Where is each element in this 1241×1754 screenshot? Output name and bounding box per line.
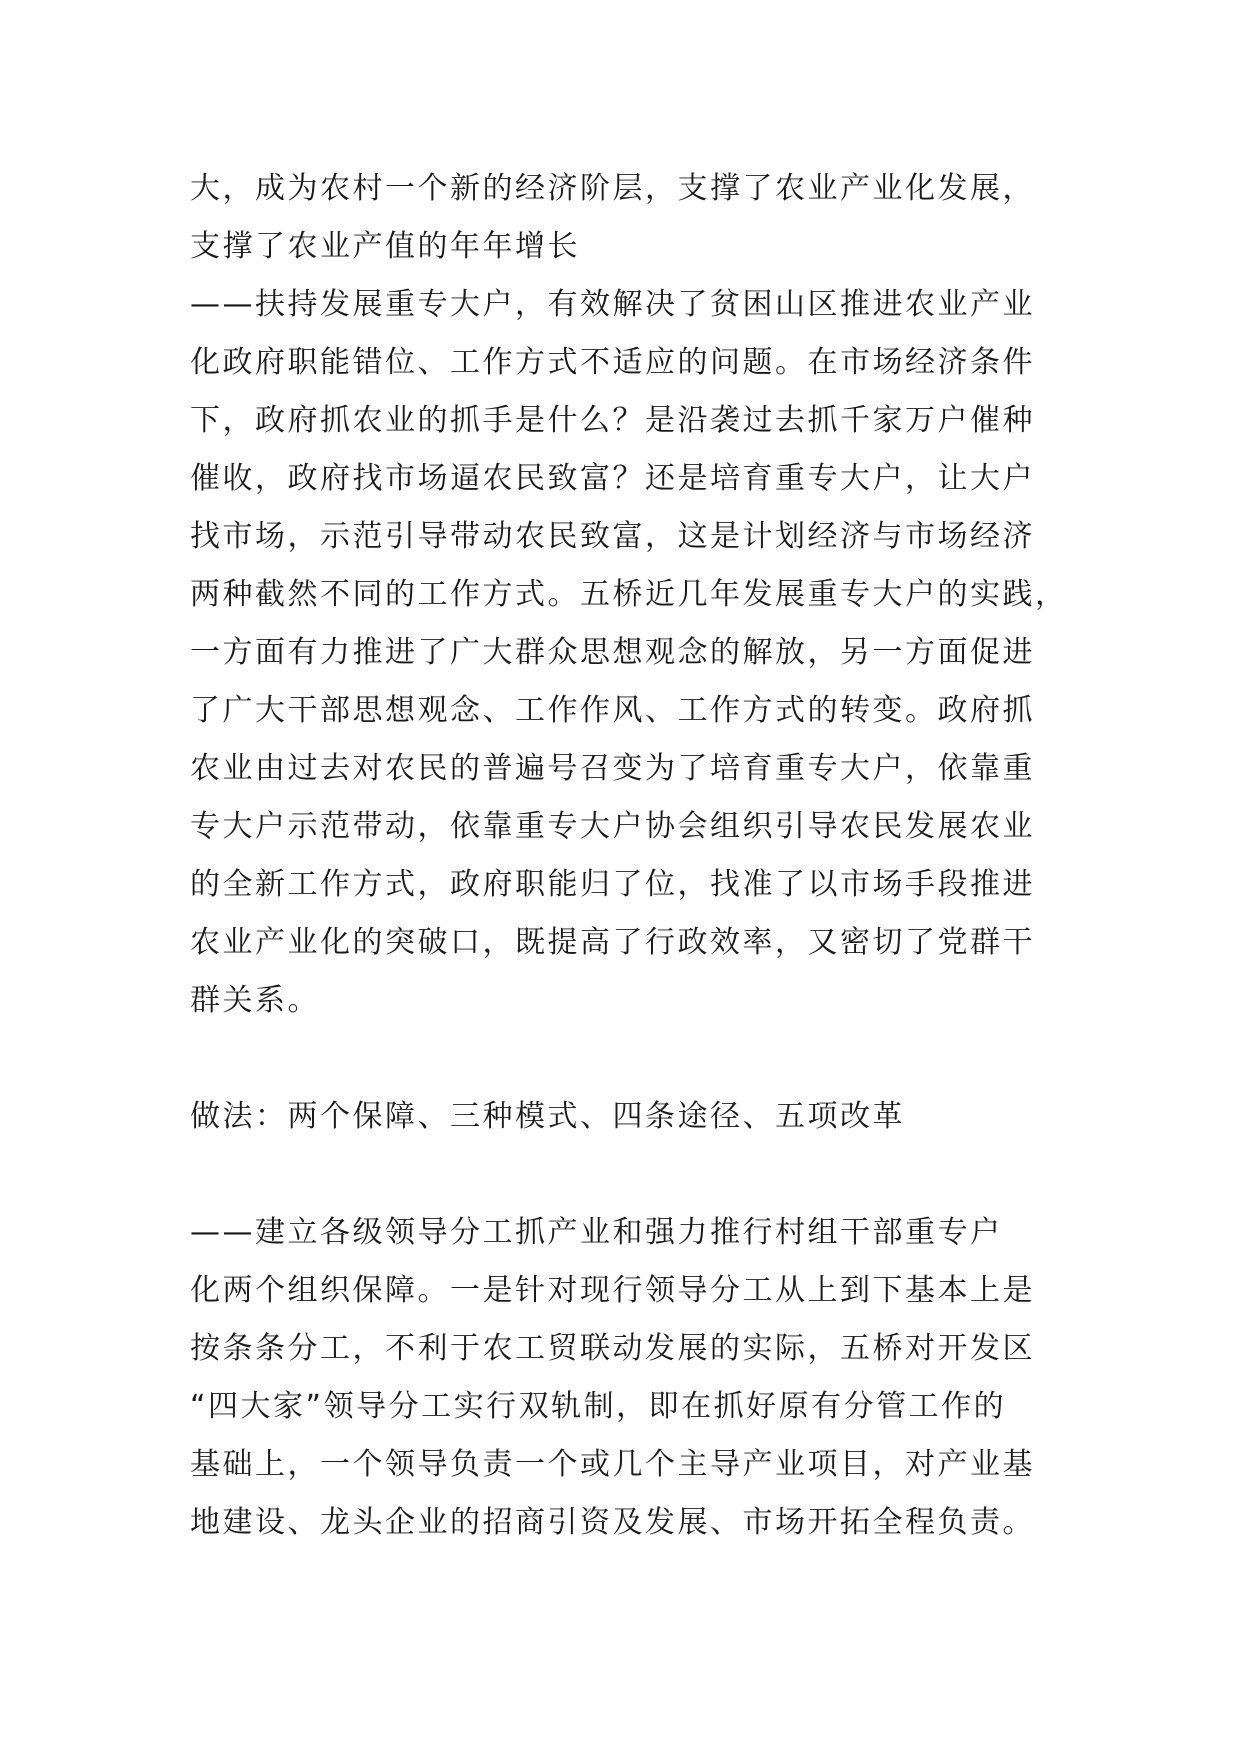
text-line-21: 基础上，一个领导负责一个或几个主导产业项目，对产业基 [190, 1447, 1035, 1482]
text-line-4: 化政府职能错位、工作方式不适应的问题。在市场经济条件 [190, 345, 1035, 380]
text-line-8: 两种截然不同的工作方式。五桥近几年发展重专大户的实践， [190, 577, 1068, 612]
text-line-18: 化两个组织保障。一是针对现行领导分工从上到下基本上是 [190, 1273, 1035, 1308]
text-line-11: 农业由过去对农民的普遍号召变为了培育重专大户，依靠重 [190, 751, 1035, 786]
section-heading: 做法：两个保障、三种模式、四条途径、五项改革 [190, 1099, 905, 1134]
text-line-7: 找市场，示范引导带动农民致富，这是计划经济与市场经济 [190, 519, 1035, 554]
text-line-9: 一方面有力推进了广大群众思想观念的解放，另一方面促进 [190, 635, 1035, 670]
text-line-15: 群关系。 [190, 983, 320, 1018]
text-line-5: 下，政府抓农业的抓手是什么？是沿袭过去抓千家万户催种 [190, 403, 1035, 438]
text-line-20: “四大家”领导分工实行双轨制，即在抓好原有分管工作的 [190, 1389, 1007, 1424]
text-line-17: ——建立各级领导分工抓产业和强力推行村组干部重专户 [190, 1215, 1003, 1250]
text-line-19: 按条条分工，不利于农工贸联动发展的实际，五桥对开发区 [190, 1331, 1035, 1366]
text-line-1: 大，成为农村一个新的经济阶层，支撑了农业产业化发展， [190, 171, 1035, 206]
text-line-2: 支撑了农业产值的年年增长 [190, 229, 580, 264]
text-line-14: 农业产业化的突破口，既提高了行政效率，又密切了党群干 [190, 925, 1035, 960]
text-line-10: 了广大干部思想观念、工作作风、工作方式的转变。政府抓 [190, 693, 1035, 728]
text-line-6: 催收，政府找市场逼农民致富？还是培育重专大户，让大户 [190, 461, 1035, 496]
text-line-3: ——扶持发展重专大户，有效解决了贫困山区推进农业产业 [190, 287, 1035, 322]
text-line-13: 的全新工作方式，政府职能归了位，找准了以市场手段推进 [190, 867, 1035, 902]
text-line-12: 专大户示范带动，依靠重专大户协会组织引导农民发展农业 [190, 809, 1035, 844]
text-line-22: 地建设、龙头企业的招商引资及发展、市场开拓全程负责。 [190, 1505, 1035, 1540]
